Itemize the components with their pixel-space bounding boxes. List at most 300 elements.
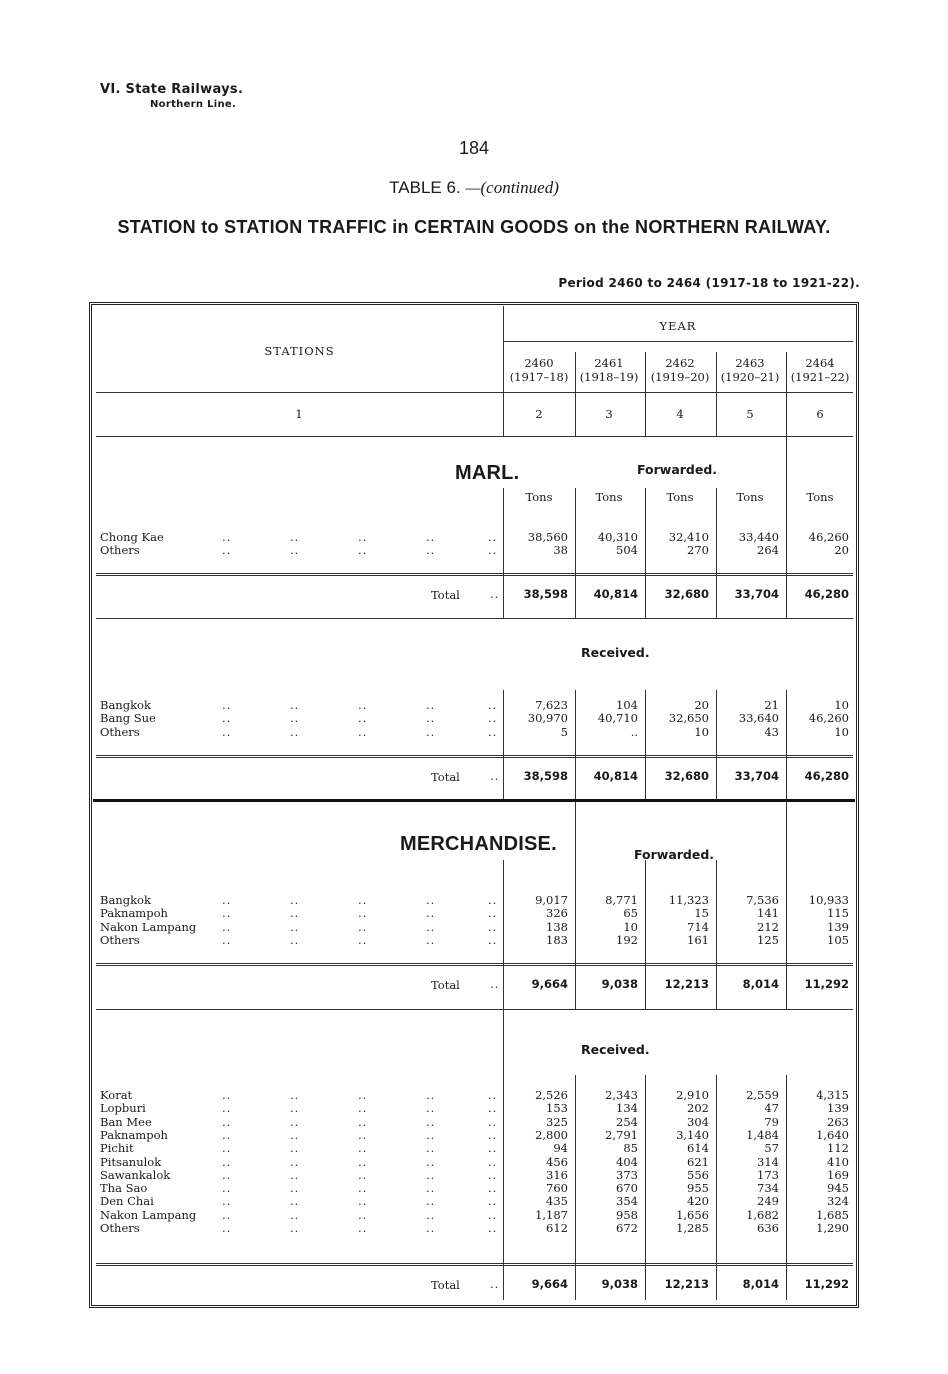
table-cell: 32,650 <box>668 711 709 726</box>
rule-line <box>96 1265 853 1266</box>
total-cell: 11,292 <box>804 977 849 991</box>
leader-dots: .. <box>488 1088 498 1102</box>
column-divider <box>575 802 576 860</box>
table-cell: 10 <box>694 724 709 739</box>
leader-dots: .. <box>426 1114 436 1129</box>
leader-dots: .. <box>358 1207 368 1222</box>
leader-dots: .. <box>488 1101 498 1116</box>
total-label: Total <box>431 1278 460 1292</box>
leader-dots: .. <box>222 1167 232 1182</box>
table-cell: 141 <box>757 906 779 921</box>
leader-dots: .. <box>290 1221 300 1235</box>
total-label: Total <box>431 978 460 992</box>
table-cell: 958 <box>616 1207 638 1222</box>
table-cell: 94 <box>553 1141 568 1156</box>
table-cell: 38 <box>553 543 568 558</box>
year-column-header: 2460 (1917–18) <box>509 356 569 384</box>
rule-line <box>96 757 853 758</box>
table-cell: 161 <box>687 932 709 947</box>
leader-dots: .. <box>488 1207 498 1222</box>
station-name: Others <box>100 932 140 947</box>
leader-dots: .. <box>290 1154 300 1169</box>
leader-dots: .. <box>358 1127 368 1142</box>
table-cell: 183 <box>546 932 568 947</box>
table-cell: 734 <box>757 1181 779 1196</box>
forwarded-label: Forwarded. <box>634 847 715 862</box>
table-cell: 373 <box>616 1167 638 1182</box>
leader-dots: .. <box>426 1101 436 1116</box>
station-name: Ban Mee <box>100 1114 152 1129</box>
table-cell: 1,187 <box>535 1207 568 1222</box>
leader-dots: .. <box>222 1207 232 1222</box>
table-cell: 3,140 <box>676 1127 709 1142</box>
leader-dots: .. <box>358 1141 368 1156</box>
table-cell: 85 <box>623 1141 638 1156</box>
leader-dots: .. <box>290 698 300 712</box>
table-cell: 10 <box>623 919 638 934</box>
table-cell: 46,260 <box>808 711 849 726</box>
forwarded-label: Forwarded. <box>637 462 718 477</box>
table-cell: 714 <box>687 919 709 934</box>
table-cell: 2,526 <box>535 1088 568 1102</box>
column-divider <box>645 488 646 619</box>
column-divider <box>786 690 787 799</box>
leader-dots: .. <box>222 1101 232 1116</box>
leader-dots: .. <box>222 1221 232 1235</box>
leader-dots: .. <box>222 893 232 907</box>
station-name: Chong Kae <box>100 530 164 544</box>
column-divider <box>575 392 576 436</box>
total-cell: 32,680 <box>664 769 709 783</box>
table-cell: 46,260 <box>808 530 849 544</box>
total-cell: 32,680 <box>664 587 709 601</box>
rule-line <box>96 618 853 619</box>
station-name: Paknampoh <box>100 906 168 921</box>
column-number: 1 <box>295 407 303 421</box>
column-divider <box>786 802 787 860</box>
total-cell: 9,664 <box>531 1277 568 1291</box>
total-cell: 40,814 <box>593 587 638 601</box>
table-cell: 33,440 <box>738 530 779 544</box>
total-cell: 9,664 <box>531 977 568 991</box>
column-number: 4 <box>676 407 684 421</box>
table-cell: 105 <box>827 932 849 947</box>
table-label <box>0 178 948 198</box>
leader-dots: .. <box>358 530 368 544</box>
leader-dots: .. <box>290 919 300 934</box>
leader-dots: .. <box>426 919 436 934</box>
section-title: MERCHANDISE. <box>400 833 557 855</box>
table-cell: 955 <box>687 1181 709 1196</box>
page-title: STATION to STATION TRAFFIC in CERTAIN GOODS on the NORTHERN RAILWAY. <box>117 217 831 237</box>
station-name: Lopburi <box>100 1101 146 1116</box>
total-cell: 40,814 <box>593 769 638 783</box>
table-cell: 670 <box>616 1181 638 1196</box>
table-cell: 5 <box>560 724 568 739</box>
station-name: Bangkok <box>100 893 151 907</box>
table-cell: 43 <box>764 724 779 739</box>
running-head-title: VI. State Railways. <box>100 82 244 97</box>
table-cell: 202 <box>687 1101 709 1116</box>
table-cell: 621 <box>687 1154 709 1169</box>
table-cell: 264 <box>757 543 779 558</box>
leader-dots: .. <box>222 1088 232 1102</box>
column-divider <box>503 1009 504 1075</box>
table-cell: 324 <box>827 1194 849 1209</box>
table-cell: 57 <box>764 1141 779 1156</box>
leader-dots: .. <box>490 769 500 783</box>
leader-dots: .. <box>426 724 436 739</box>
leader-dots: .. <box>222 698 232 712</box>
table-cell: 11,323 <box>668 893 709 907</box>
table-cell: 115 <box>827 906 849 921</box>
leader-dots: .. <box>290 1194 300 1209</box>
table-cell: 760 <box>546 1181 568 1196</box>
leader-dots: .. <box>222 530 232 544</box>
rule-line <box>96 755 853 756</box>
leader-dots: .. <box>358 919 368 934</box>
total-cell: 11,292 <box>804 1277 849 1291</box>
table-cell: 32,410 <box>668 530 709 544</box>
table-cell: 326 <box>546 906 568 921</box>
station-name: Sawankalok <box>100 1167 171 1182</box>
leader-dots: .. <box>358 1221 368 1235</box>
rule-line <box>96 392 853 393</box>
total-cell: 46,280 <box>804 769 849 783</box>
section-title: MARL. <box>455 462 520 484</box>
column-divider <box>716 860 717 1010</box>
table-cell: 1,685 <box>816 1207 849 1222</box>
leader-dots: .. <box>426 932 436 947</box>
total-cell: 12,213 <box>664 977 709 991</box>
total-cell: 8,014 <box>742 1277 779 1291</box>
table-cell: 40,710 <box>597 711 638 726</box>
leader-dots: .. <box>358 543 368 558</box>
leader-dots: .. <box>290 893 300 907</box>
leader-dots: .. <box>222 919 232 934</box>
table-cell: 435 <box>546 1194 568 1209</box>
leader-dots: .. <box>290 1167 300 1182</box>
table-cell: 212 <box>757 919 779 934</box>
leader-dots: .. <box>488 543 498 558</box>
column-number: 3 <box>605 407 613 421</box>
table-cell: 263 <box>827 1114 849 1129</box>
table-cell: 192 <box>616 932 638 947</box>
leader-dots: .. <box>222 711 232 726</box>
stations-header: STATIONS <box>264 344 335 358</box>
table-cell: 636 <box>757 1221 779 1235</box>
rule-line <box>96 575 853 576</box>
station-name: Others <box>100 1221 140 1235</box>
table-cell: 325 <box>546 1114 568 1129</box>
total-cell: 38,598 <box>523 587 568 601</box>
table-cell: 1,656 <box>676 1207 709 1222</box>
leader-dots: .. <box>426 543 436 558</box>
leader-dots: .. <box>290 1141 300 1156</box>
page-number: 184 <box>458 138 490 158</box>
column-divider <box>503 1075 504 1300</box>
total-label: Total <box>431 770 460 784</box>
leader-dots: .. <box>488 1221 498 1235</box>
leader-dots: .. <box>488 919 498 934</box>
station-name: Nakon Lampang <box>100 1207 197 1222</box>
column-divider <box>716 488 717 619</box>
table-cell: 304 <box>687 1114 709 1129</box>
leader-dots: .. <box>358 1154 368 1169</box>
table-cell: 404 <box>616 1154 638 1169</box>
total-cell: 8,014 <box>742 977 779 991</box>
total-cell: 9,038 <box>601 1277 638 1291</box>
leader-dots: .. <box>488 1114 498 1129</box>
table-cell: 20 <box>834 543 849 558</box>
column-divider <box>645 860 646 1010</box>
leader-dots: .. <box>488 1141 498 1156</box>
table-cell: 10 <box>834 698 849 712</box>
column-divider <box>786 392 787 436</box>
table-cell: 456 <box>546 1154 568 1169</box>
year-column-header: 2461 (1918–19) <box>579 356 639 384</box>
leader-dots: .. <box>426 1154 436 1169</box>
leader-dots: .. <box>426 698 436 712</box>
table-cell: 2,559 <box>746 1088 779 1102</box>
leader-dots: .. <box>488 1181 498 1196</box>
column-divider <box>575 1075 576 1300</box>
leader-dots: .. <box>488 893 498 907</box>
column-number: 5 <box>746 407 754 421</box>
table-cell: 20 <box>694 698 709 712</box>
table-cell: 33,640 <box>738 711 779 726</box>
table-cell: 672 <box>616 1221 638 1235</box>
column-divider <box>645 392 646 436</box>
table-cell: 4,315 <box>816 1088 849 1102</box>
leader-dots: .. <box>358 1114 368 1129</box>
leader-dots: .. <box>426 530 436 544</box>
table-cell: 15 <box>694 906 709 921</box>
column-divider <box>716 690 717 799</box>
table-cell: 139 <box>827 1101 849 1116</box>
table-cell: 2,800 <box>535 1127 568 1142</box>
column-divider <box>575 488 576 619</box>
unit-label: Tons <box>666 490 694 504</box>
station-name: Bang Sue <box>100 711 156 726</box>
table-cell: 316 <box>546 1167 568 1182</box>
table-cell: 1,285 <box>676 1221 709 1235</box>
table-cell: 354 <box>616 1194 638 1209</box>
column-divider <box>786 860 787 1010</box>
table-cell: 10,933 <box>808 893 849 907</box>
period-caption: Period 2460 to 2464 (1917-18 to 1921-22). <box>558 276 860 290</box>
running-head <box>100 82 243 112</box>
leader-dots: .. <box>222 1127 232 1142</box>
column-divider <box>645 352 646 392</box>
total-cell: 12,213 <box>664 1277 709 1291</box>
rule-line <box>503 341 853 342</box>
table-cell: 153 <box>546 1101 568 1116</box>
leader-dots: .. <box>290 906 300 921</box>
total-label: Total <box>431 588 460 602</box>
year-column-header: 2463 (1920–21) <box>720 356 780 384</box>
column-divider <box>575 860 576 1010</box>
rule-line <box>96 573 853 574</box>
column-divider <box>575 690 576 799</box>
table-cell: .. <box>630 724 638 739</box>
table-cell: 7,623 <box>535 698 568 712</box>
column-divider <box>503 860 504 1010</box>
station-name: Others <box>100 724 140 739</box>
table-cell: 1,290 <box>816 1221 849 1235</box>
table-cell: 104 <box>616 698 638 712</box>
leader-dots: .. <box>290 543 300 558</box>
table-cell: 65 <box>623 906 638 921</box>
unit-label: Tons <box>525 490 553 504</box>
table-cell: 410 <box>827 1154 849 1169</box>
leader-dots: .. <box>488 1194 498 1209</box>
leader-dots: .. <box>222 1154 232 1169</box>
leader-dots: .. <box>426 1181 436 1196</box>
total-cell: 33,704 <box>734 769 779 783</box>
station-name: Paknampoh <box>100 1127 168 1142</box>
column-divider <box>503 306 504 436</box>
year-header: YEAR <box>659 319 697 333</box>
total-cell: 33,704 <box>734 587 779 601</box>
leader-dots: .. <box>488 906 498 921</box>
station-name: Others <box>100 543 140 558</box>
table-cell: 8,771 <box>605 893 638 907</box>
leader-dots: .. <box>358 932 368 947</box>
column-divider <box>503 488 504 619</box>
total-cell: 9,038 <box>601 977 638 991</box>
leader-dots: .. <box>426 1194 436 1209</box>
leader-dots: .. <box>490 587 500 601</box>
received-label: Received. <box>581 1042 650 1057</box>
station-name: Pitsanulok <box>100 1154 162 1169</box>
column-divider <box>503 690 504 799</box>
leader-dots: .. <box>358 698 368 712</box>
table-cell: 173 <box>757 1167 779 1182</box>
table-cell: 556 <box>687 1167 709 1182</box>
table-cell: 169 <box>827 1167 849 1182</box>
table-cell: 1,640 <box>816 1127 849 1142</box>
column-divider <box>716 392 717 436</box>
leader-dots: .. <box>290 1127 300 1142</box>
station-name: Korat <box>100 1088 133 1102</box>
leader-dots: .. <box>426 1207 436 1222</box>
table-cell: 270 <box>687 543 709 558</box>
leader-dots: .. <box>426 1167 436 1182</box>
column-divider <box>786 352 787 392</box>
table-cell: 21 <box>764 698 779 712</box>
leader-dots: .. <box>358 724 368 739</box>
rule-line <box>96 1263 853 1264</box>
leader-dots: .. <box>290 1181 300 1196</box>
leader-dots: .. <box>426 906 436 921</box>
leader-dots: .. <box>358 711 368 726</box>
leader-dots: .. <box>222 724 232 739</box>
leader-dots: .. <box>358 1167 368 1182</box>
column-divider <box>786 436 787 619</box>
column-number: 2 <box>535 407 543 421</box>
leader-dots: .. <box>426 1141 436 1156</box>
column-divider <box>645 1075 646 1300</box>
year-column-header: 2464 (1921–22) <box>790 356 850 384</box>
leader-dots: .. <box>358 906 368 921</box>
column-divider <box>716 1075 717 1300</box>
unit-label: Tons <box>736 490 764 504</box>
table-cell: 314 <box>757 1154 779 1169</box>
station-name: Pichit <box>100 1141 134 1156</box>
station-name: Den Chai <box>100 1194 154 1209</box>
leader-dots: .. <box>290 530 300 544</box>
leader-dots: .. <box>426 711 436 726</box>
leader-dots: .. <box>488 1127 498 1142</box>
year-column-header: 2462 (1919–20) <box>650 356 710 384</box>
table-cell: 112 <box>827 1141 849 1156</box>
unit-label: Tons <box>595 490 623 504</box>
column-divider <box>786 1075 787 1300</box>
leader-dots: .. <box>358 1194 368 1209</box>
table-cell: 1,484 <box>746 1127 779 1142</box>
table-cell: 2,910 <box>676 1088 709 1102</box>
leader-dots: .. <box>488 698 498 712</box>
leader-dots: .. <box>358 1088 368 1102</box>
column-divider <box>645 690 646 799</box>
rule-line <box>93 799 855 802</box>
station-name: Tha Sao <box>100 1181 148 1196</box>
leader-dots: .. <box>222 1181 232 1196</box>
leader-dots: .. <box>222 1141 232 1156</box>
leader-dots: .. <box>290 1101 300 1116</box>
table-cell: 420 <box>687 1194 709 1209</box>
table-cell: 249 <box>757 1194 779 1209</box>
table-cell: 9,017 <box>535 893 568 907</box>
leader-dots: .. <box>222 906 232 921</box>
leader-dots: .. <box>426 1127 436 1142</box>
rule-line <box>96 1009 853 1010</box>
table-cell: 138 <box>546 919 568 934</box>
leader-dots: .. <box>290 932 300 947</box>
table-cell: 2,791 <box>605 1127 638 1142</box>
rule-line <box>96 436 853 437</box>
leader-dots: .. <box>290 1088 300 1102</box>
table-cell: 139 <box>827 919 849 934</box>
leader-dots: .. <box>222 1194 232 1209</box>
leader-dots: .. <box>488 1167 498 1182</box>
leader-dots: .. <box>358 1101 368 1116</box>
table-cell: 40,310 <box>597 530 638 544</box>
column-divider <box>575 352 576 392</box>
table-cell: 254 <box>616 1114 638 1129</box>
running-head-subtitle: Northern Line. <box>150 99 237 110</box>
total-cell: 38,598 <box>523 769 568 783</box>
table-cell: 10 <box>834 724 849 739</box>
leader-dots: .. <box>488 711 498 726</box>
table-cell: 945 <box>827 1181 849 1196</box>
received-label: Received. <box>581 645 650 660</box>
leader-dots: .. <box>426 1221 436 1235</box>
column-number: 6 <box>816 407 824 421</box>
leader-dots: .. <box>222 543 232 558</box>
rule-line <box>96 963 853 964</box>
table-cell: 134 <box>616 1101 638 1116</box>
leader-dots: .. <box>290 1207 300 1222</box>
leader-dots: .. <box>426 1088 436 1102</box>
table-cell: 612 <box>546 1221 568 1235</box>
table-cell: 47 <box>764 1101 779 1116</box>
leader-dots: .. <box>488 932 498 947</box>
leader-dots: .. <box>488 724 498 739</box>
table-cell: 2,343 <box>605 1088 638 1102</box>
station-name: Nakon Lampang <box>100 919 197 934</box>
